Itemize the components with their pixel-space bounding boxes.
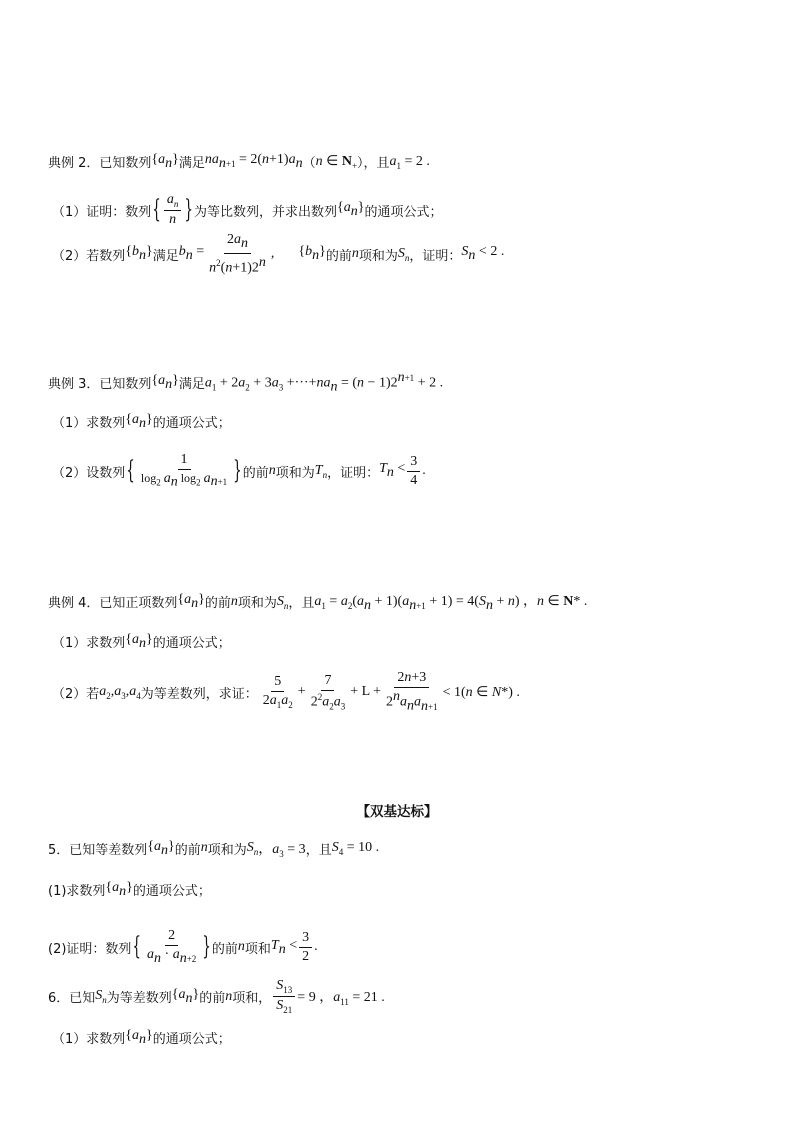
math: $a_2,a_3,a_4$ [99,683,141,701]
math: $\{a_n\}$ [151,152,179,171]
ex2-statement [48,152,430,172]
text: 的前 [199,991,226,1007]
text: 的通项公式； [132,884,211,900]
text: （2）设数列 [52,465,126,481]
ex2-part1: （1）证明：数列 { $\frac{a_n}{n}$ } 为等比数列，并求出数列 $\{a_n\}$ 的通项公式； [52,192,443,228]
text: 的通项公式； [152,1032,231,1048]
text: 的前 [174,842,201,858]
text: 为等比数列，并求出数列 [193,204,337,220]
math: $\{b_n\}$ [298,244,326,264]
text: ，且 [288,596,315,612]
text: 为等差数列，求证： [140,686,258,702]
text: （1）求数列 [52,416,126,432]
math: $\{a_n\}$ [336,200,365,220]
math-fraction: $\frac{S_{13}}{S_{21}}$ [273,978,295,1015]
text: 项和为 [275,465,315,481]
text: 项和， [232,991,272,1007]
math-fraction: $\frac{1}{\log_2 a_n \log_2 a_{n+1}}$ [140,452,228,490]
math-fraction: $\frac{7}{2^2a_2a_3}$ [310,672,346,712]
q5-statement: 5．已知等差数列 $\{a_n\}$ 的前 n 项和为 $S_n$ ，$a_3 = 3$ ，且 $S_4 = 10$ . [48,838,380,859]
text: (1)求数列 [48,884,106,900]
ex3-part1 [52,412,231,432]
ex3-statement [48,370,443,395]
text: 满足 [152,248,179,264]
math-condition: $a_1 = a_2(a_n + 1)(a_{n+1} + 1) = 4(S_n + n)$ ，n ∈ N* . [314,594,588,613]
text: 的前 [204,596,231,612]
ex3-label: 典例 3．已知数列 [48,377,152,393]
math-fraction: $\frac{a_n}{n}$ [164,192,182,228]
q6-part1 [52,1028,231,1048]
math: $\{a_n\}$ [105,880,133,899]
text: （ [302,156,316,172]
text: 项和为 [207,842,247,858]
math-domain: n ∈ $N_+$ [315,154,358,171]
ex4-part1 [52,632,231,652]
math: $\{a_n\}$ [147,838,175,858]
math-inequality: $T_n$ < [379,461,406,481]
ex4-label: 典例 4．已知正项数列 [48,596,178,612]
text: 的通项公式； [152,636,231,652]
text: （2）若数列 [52,248,126,264]
text: 满足 [178,377,205,393]
text: （2）若 [52,686,100,702]
q6-label: 6．已知 [48,991,96,1007]
math-fraction: $\frac{2n+3}{2^na_na_{n+1}}$ [386,670,438,714]
text: 的前 [211,941,238,957]
ex2-part2: （2）若数列 $\{b_n\}$ 满足 $b_n$ = $\frac{2a_n}{n^2(n+1)2^n}$ , $\{b_n\}$ 的前 n 项和为 $S_n$ ，证明： $S_n < 2$ . [52,232,505,276]
math: $\{a_n\}$ [151,372,179,392]
math: $\{a_n\}$ [125,412,153,431]
ex2-label: 典例 2．已知数列 [48,156,152,172]
q5-part1 [48,880,211,900]
text: 的前 [242,465,269,481]
text: 项和为 [237,596,277,612]
math: $b_n$ = [178,244,205,264]
q5-part2: (2)证明：数列 { $\frac{2}{a_n \cdot a_{n+2}}$ } 的前 n 项和 $T_n$ < $\frac{3}{2}$ . [48,928,318,966]
ex3-part2: （2）设数列 { $\frac{1}{\log_2 a_n \log_2 a_{n+1}}$ } 的前 n 项和为 $T_n$ ，证明： $T_n$ < $\frac{3}{4}$ . [52,452,426,490]
text: 项和为 [358,248,398,264]
text: 满足 [178,156,205,172]
math: $\{a_n\}$ [177,592,205,611]
math-initial: $a_1 = 2$ . [389,153,430,171]
text: 的前 [325,248,352,264]
text: ，且 [305,842,332,858]
text: (2)证明：数列 [48,941,132,957]
math-fraction: $\frac{2}{a_n \cdot a_{n+2}}$ [147,928,197,966]
text: ），且 [357,156,390,172]
math: $\{a_n\}$ [125,632,153,651]
q6-statement: 6．已知 $S_n$ 为等差数列 $\{a_n\}$ 的前 n 项和， $\frac{S_{13}}{S_{21}}$ = 9 ，$a_{11} = 21$ . [48,978,385,1015]
text: ，证明： [327,465,380,481]
math-fraction: $\frac{2a_n}{n^2(n+1)2^n}$ [209,232,266,276]
section-heading: 【双基达标】 [356,804,438,820]
math: $\{a_n\}$ [171,986,200,1006]
math-recurrence: $na_{n+1} = 2(n+1)a_n$ [204,152,303,171]
q5-label: 5．已知等差数列 [48,842,148,858]
math-sum: $a_1 + 2a_2 + 3a_3 +\cdot\cdot\cdot+na_n = (n - 1)2^{n+1} + 2$ . [204,370,444,395]
text: 为等差数列 [106,991,172,1007]
text: 的通项公式； [364,204,443,220]
text: 项和 [244,941,271,957]
text: （1）求数列 [52,636,126,652]
math-fraction: $\frac{5}{2a_1a_2}$ [262,674,293,711]
text: （1）求数列 [52,1032,126,1048]
math-inequality: $S_n < 2$ . [461,244,505,264]
text: 的通项公式； [152,416,231,432]
ex4-statement: 典例 4．已知正项数列 $\{a_n\}$ 的前 n 项和为 $S_n$ ，且 $a_1 = a_2(a_n + 1)(a_{n+1} + 1) = 4(S_n + n)$ ，n ∈ N* . [48,592,588,613]
math-fraction: $\frac{3}{2}$ [299,930,312,965]
math-fraction: $\frac{3}{4}$ [407,454,420,489]
text: ，证明： [409,248,462,264]
math: $\{a_n\}$ [125,1028,153,1047]
ex4-part2: （2）若 $a_2,a_3,a_4$ 为等差数列，求证： $\frac{5}{2a_1a_2}$ + $\frac{7}{2^2a_2a_3}$ + L + $\frac{2n+3}{2^na_na_{n+1}}$ < 1(n ∈ N*) . [52,670,520,714]
text: （1）证明：数列 [52,204,152,220]
math: $\{b_n\}$ [125,244,153,264]
